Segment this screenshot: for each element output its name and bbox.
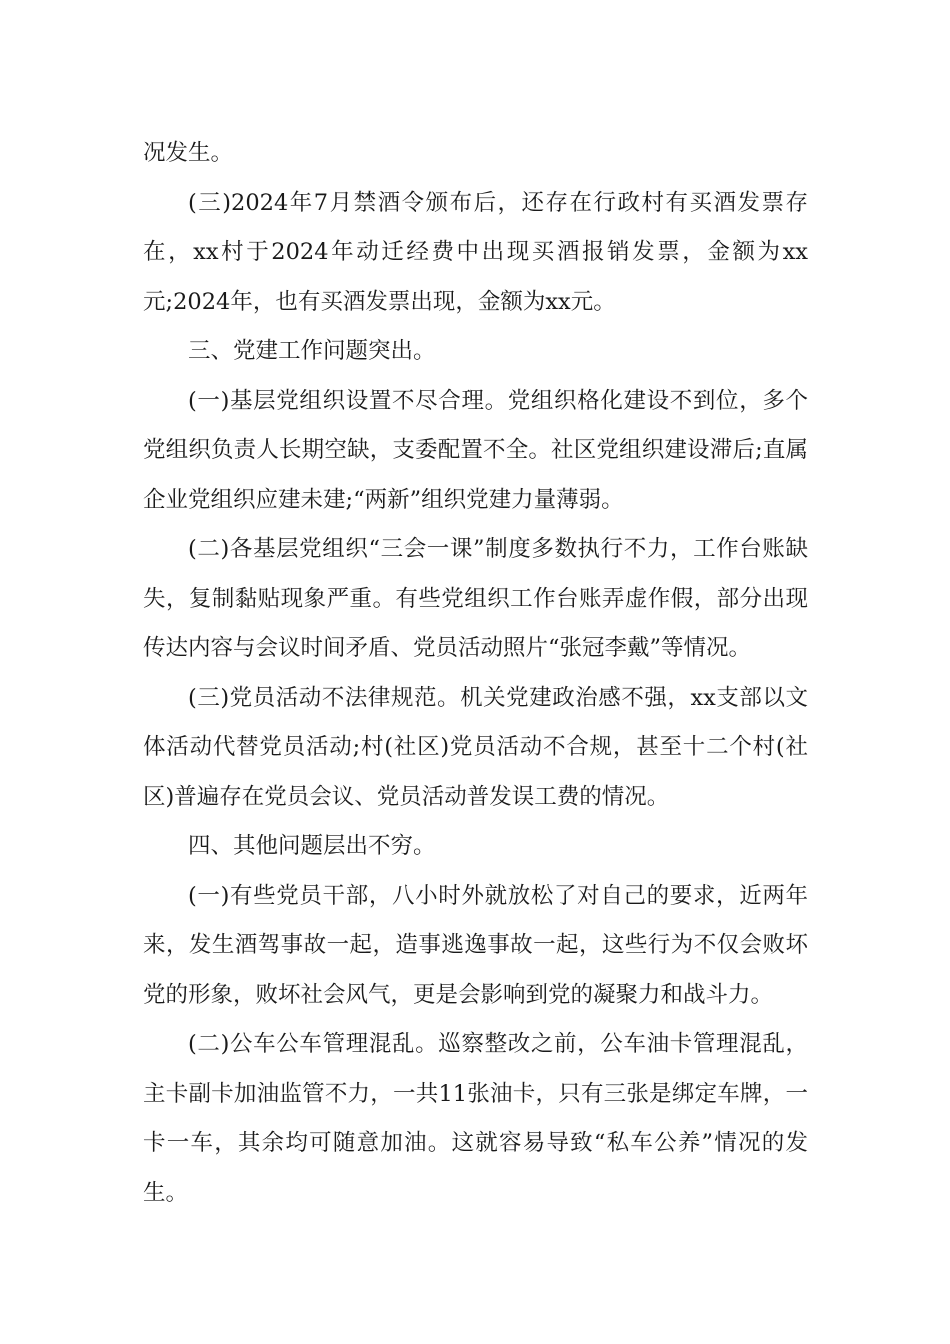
paragraph-vehicle-management: (二)公车公车管理混乱。巡察整改之前，公车油卡管理混乱，主卡副卡加油监管不力，一共11张油卡，只有三张是绑定车牌，一卡一车，其余均可随意加油。这就容易导致“私车公养”情况的发生。	[143, 1031, 808, 1206]
paragraph-member-activities: (三)党员活动不法律规范。机关党建政治感不强，xx支部以文体活动代替党员活动;村(社区)党员活动不合规，甚至十二个村(社区)普遍存在党员会议、党员活动普发误工费的情况。	[143, 684, 808, 810]
paragraph-three-meetings-one-lesson: (二)各基层党组织“三会一课”制度多数执行不力，工作台账缺失，复制黏贴现象严重。有些党组织工作台账弄虚作假，部分出现传达内容与会议时间矛盾、党员活动照片“张冠李戴”等情况。	[143, 536, 808, 661]
section-heading-other-issues: 四、其他问题层出不穷。	[188, 833, 436, 859]
document-body	[143, 129, 808, 1218]
section-heading-party-building: 三、党建工作问题突出。	[188, 338, 436, 364]
paragraph-alcohol-invoices: (三)2024年7月禁酒令颁布后，还存在行政村有买酒发票存在，xx村于2024年动迁经费中出现买酒报销发票，金额为xx元;2024年，也有买酒发票出现，金额为xx元。	[143, 189, 808, 315]
paragraph-cadre-conduct: (一)有些党员干部，八小时外就放松了对自己的要求，近两年来，发生酒驾事故一起，造事逃逸事故一起，这些行为不仅会败坏党的形象，败坏社会风气，更是会影响到党的凝聚力和战斗力。	[143, 882, 808, 1008]
paragraph-organization-setup: (一)基层党组织设置不尽合理。党组织格化建设不到位，多个党组织负责人长期空缺，支委配置不全。社区党组织建设滞后;直属企业党组织应建未建;“两新”组织党建力量薄弱。	[143, 387, 808, 513]
paragraph-continuation: 况发生。	[143, 140, 234, 166]
